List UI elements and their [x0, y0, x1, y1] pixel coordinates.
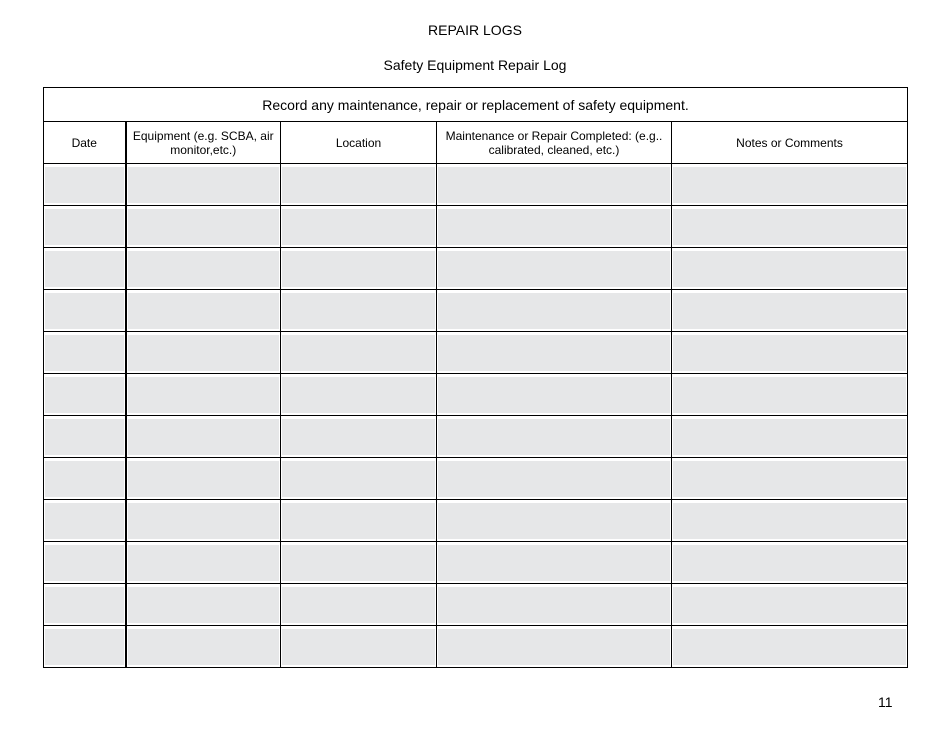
maintenance-field[interactable] — [437, 250, 671, 288]
equipment-field[interactable] — [127, 208, 281, 246]
table-cell — [126, 626, 281, 668]
equipment-field[interactable] — [127, 166, 281, 204]
table-cell — [281, 290, 437, 332]
table-cell — [672, 584, 908, 626]
table-cell — [126, 374, 281, 416]
table-row — [44, 626, 908, 668]
location-field[interactable] — [281, 502, 436, 540]
column-header-equipment: Equipment (e.g. SCBA, air monitor,etc.) — [126, 122, 281, 164]
table-cell — [437, 164, 672, 206]
table-cell — [44, 584, 126, 626]
table-cell — [126, 248, 281, 290]
location-field[interactable] — [281, 334, 436, 372]
equipment-field[interactable] — [127, 292, 281, 330]
table-cell — [44, 458, 126, 500]
date-field[interactable] — [44, 544, 125, 582]
table-cell — [672, 542, 908, 584]
table-cell — [281, 500, 437, 542]
maintenance-field[interactable] — [437, 502, 671, 540]
location-field[interactable] — [281, 418, 436, 456]
page-number: 11 — [878, 694, 893, 710]
table-cell — [437, 626, 672, 668]
table-cell — [44, 500, 126, 542]
date-field[interactable] — [44, 292, 125, 330]
location-field[interactable] — [281, 166, 436, 204]
table-cell — [437, 584, 672, 626]
equipment-field[interactable] — [127, 250, 281, 288]
table-cell — [44, 290, 126, 332]
notes-field[interactable] — [672, 586, 907, 624]
table-cell — [672, 374, 908, 416]
table-cell — [672, 332, 908, 374]
table-row — [44, 458, 908, 500]
table-row — [44, 164, 908, 206]
table-row — [44, 542, 908, 584]
maintenance-field[interactable] — [437, 166, 671, 204]
column-header-notes: Notes or Comments — [672, 122, 908, 164]
table-cell — [672, 500, 908, 542]
location-field[interactable] — [281, 544, 436, 582]
table-cell — [44, 374, 126, 416]
table-row — [44, 206, 908, 248]
table-cell — [672, 416, 908, 458]
equipment-field[interactable] — [127, 460, 281, 498]
table-cell — [44, 626, 126, 668]
notes-field[interactable] — [672, 208, 907, 246]
location-field[interactable] — [281, 460, 436, 498]
location-field[interactable] — [281, 208, 436, 246]
location-field[interactable] — [281, 376, 436, 414]
table-cell — [281, 416, 437, 458]
date-field[interactable] — [44, 208, 125, 246]
log-subtitle: Safety Equipment Repair Log — [383, 57, 567, 73]
table-cell — [437, 290, 672, 332]
location-field[interactable] — [281, 250, 436, 288]
notes-field[interactable] — [672, 460, 907, 498]
maintenance-field[interactable] — [437, 544, 671, 582]
location-field[interactable] — [281, 628, 436, 666]
date-field[interactable] — [44, 334, 125, 372]
table-cell — [437, 542, 672, 584]
table-cell — [126, 416, 281, 458]
table-cell — [44, 416, 126, 458]
table-cell — [44, 164, 126, 206]
notes-field[interactable] — [672, 334, 907, 372]
repair-log-table — [43, 87, 908, 668]
maintenance-field[interactable] — [437, 334, 671, 372]
date-field[interactable] — [44, 502, 125, 540]
equipment-field[interactable] — [127, 544, 281, 582]
table-row — [44, 584, 908, 626]
maintenance-field[interactable] — [437, 376, 671, 414]
table-cell — [672, 290, 908, 332]
location-field[interactable] — [281, 292, 436, 330]
equipment-field[interactable] — [127, 502, 281, 540]
date-field[interactable] — [44, 376, 125, 414]
date-field[interactable] — [44, 460, 125, 498]
table-cell — [672, 248, 908, 290]
table-cell — [281, 458, 437, 500]
table-cell — [437, 332, 672, 374]
table-row — [44, 416, 908, 458]
maintenance-field[interactable] — [437, 460, 671, 498]
equipment-field[interactable] — [127, 418, 281, 456]
table-cell — [44, 542, 126, 584]
table-cell — [437, 458, 672, 500]
table-cell — [672, 206, 908, 248]
table-cell — [126, 206, 281, 248]
table-cell — [672, 164, 908, 206]
notes-field[interactable] — [672, 292, 907, 330]
table-cell — [281, 374, 437, 416]
table-cell — [44, 332, 126, 374]
table-cell — [672, 458, 908, 500]
date-field[interactable] — [44, 418, 125, 456]
column-header-date: Date — [44, 122, 126, 164]
notes-field[interactable] — [672, 418, 907, 456]
table-cell — [672, 626, 908, 668]
table-cell — [437, 374, 672, 416]
table-cell — [126, 542, 281, 584]
table-cell — [281, 248, 437, 290]
table-cell — [126, 458, 281, 500]
table-cell — [281, 542, 437, 584]
equipment-field[interactable] — [127, 586, 281, 624]
notes-field[interactable] — [672, 250, 907, 288]
table-row — [44, 332, 908, 374]
table-cell — [126, 164, 281, 206]
date-field[interactable] — [44, 586, 125, 624]
table-row — [44, 290, 908, 332]
table-cell — [281, 332, 437, 374]
table-cell — [126, 584, 281, 626]
equipment-field[interactable] — [127, 334, 281, 372]
table-cell — [437, 500, 672, 542]
table-cell — [437, 206, 672, 248]
table-row — [44, 500, 908, 542]
notes-field[interactable] — [672, 376, 907, 414]
notes-field[interactable] — [672, 166, 907, 204]
table-row — [44, 374, 908, 416]
column-header-maintenance: Maintenance or Repair Completed: (e.g.. calibrated, cleaned, etc.) — [437, 122, 672, 164]
instruction-text: Record any maintenance, repair or replacement of safety equipment. — [44, 88, 908, 122]
location-field[interactable] — [281, 586, 436, 624]
equipment-field[interactable] — [127, 628, 281, 666]
maintenance-field[interactable] — [437, 628, 671, 666]
table-cell — [437, 248, 672, 290]
date-field[interactable] — [44, 166, 125, 204]
page-title: REPAIR LOGS — [428, 22, 522, 38]
maintenance-field[interactable] — [437, 292, 671, 330]
table-cell — [281, 626, 437, 668]
maintenance-field[interactable] — [437, 208, 671, 246]
table-cell — [281, 584, 437, 626]
table-cell — [281, 164, 437, 206]
table-cell — [126, 332, 281, 374]
table-cell — [437, 416, 672, 458]
table-cell — [44, 248, 126, 290]
table-cell — [126, 290, 281, 332]
date-field[interactable] — [44, 628, 125, 666]
column-header-location: Location — [281, 122, 437, 164]
notes-field[interactable] — [672, 502, 907, 540]
equipment-field[interactable] — [127, 376, 281, 414]
table-cell — [44, 206, 126, 248]
maintenance-field[interactable] — [437, 586, 671, 624]
table-cell — [126, 500, 281, 542]
maintenance-field[interactable] — [437, 418, 671, 456]
log-rows — [44, 164, 908, 668]
notes-field[interactable] — [672, 628, 907, 666]
table-row — [44, 248, 908, 290]
notes-field[interactable] — [672, 544, 907, 582]
table-cell — [281, 206, 437, 248]
date-field[interactable] — [44, 250, 125, 288]
